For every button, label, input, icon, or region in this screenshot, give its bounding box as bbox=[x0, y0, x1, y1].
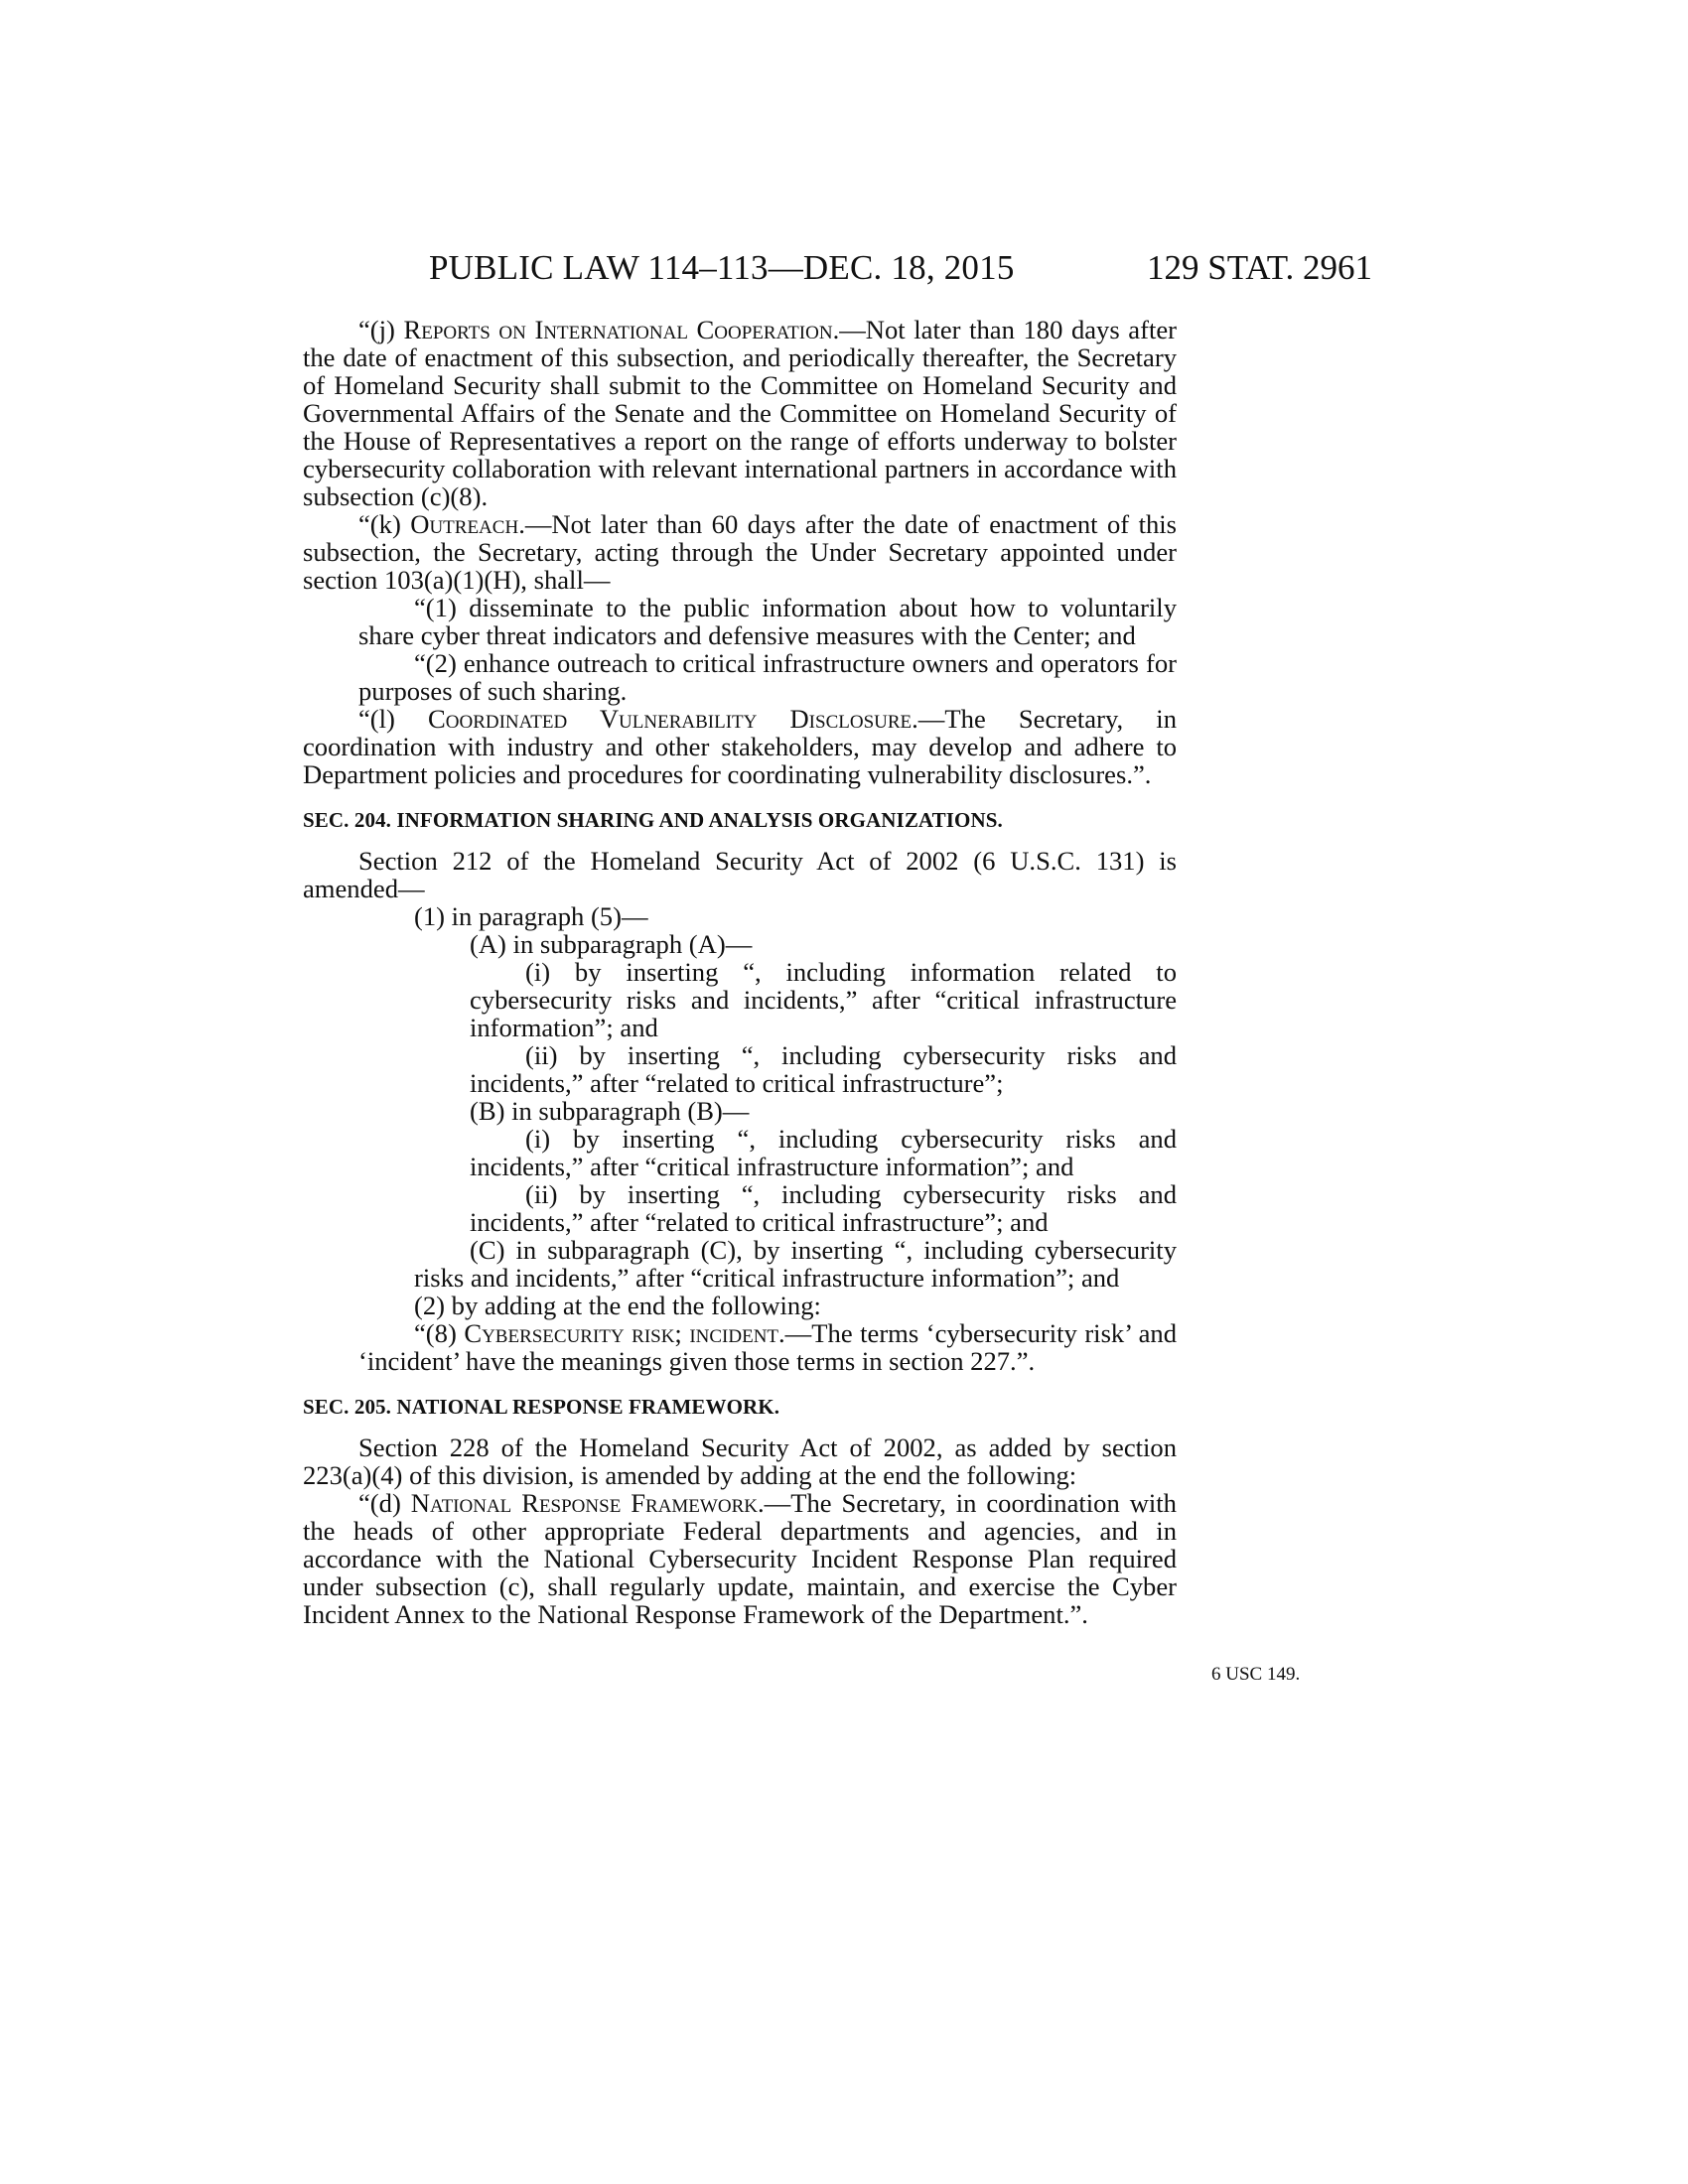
paragraph-k-1: “(1) disseminate to the public information about how to voluntarily share cyber threat indicators and defensive measures with the Center; and bbox=[358, 593, 1177, 650]
section-204-clause-A-i: (i) by inserting “, including information related to cybersecurity risks and incidents,” after “critical infrastructure information”; and bbox=[470, 957, 1177, 1042]
paragraph-j-heading: Reports on International Cooperation bbox=[403, 315, 833, 344]
section-204-para-2: (2) by adding at the end the following: bbox=[414, 1291, 821, 1320]
section-204-para-8-heading: Cybersecurity risk; incident bbox=[464, 1318, 779, 1348]
section-205-para-d-heading: National Response Framework bbox=[410, 1488, 758, 1518]
section-204-clause-B-i: (i) by inserting “, including cybersecurity risks and incidents,” after “critical infrastructure information”; and bbox=[470, 1124, 1177, 1181]
section-204-para-1: (1) in paragraph (5)— bbox=[414, 901, 648, 931]
section-204-subpara-A: (A) in subparagraph (A)— bbox=[470, 929, 753, 959]
paragraph-k-heading: Outreach bbox=[410, 509, 519, 539]
paragraph-k-2: “(2) enhance outreach to critical infrastructure owners and operators for purposes of such sharing. bbox=[358, 648, 1177, 706]
paragraph-j: “(j) Reports on International Cooperation.—Not later than 180 days after the date of enactment of this subsection, and periodically thereafter, the Secretary of Homeland Security shall submit to the Committee on Homeland Security and Governmental Affairs of the Senate and the Committee on Homeland Security of the House of Representatives a report on the range of efforts underway to bolster cybersecurity collaboration with relevant international partners in accordance with subsection (c)(8). bbox=[303, 315, 1177, 511]
section-204-clause-A-ii: (ii) by inserting “, including cybersecurity risks and incidents,” after “related to critical infrastructure”; bbox=[470, 1040, 1177, 1098]
section-205-heading: SEC. 205. NATIONAL RESPONSE FRAMEWORK. bbox=[303, 1395, 780, 1419]
section-205-para-d: “(d) National Response Framework.—The Secretary, in coordination with the heads of other appropriate Federal departments and agencies, and in accordance with the National Cybersecurity Incident Response Plan required under subsection (c), shall regularly update, maintain, and exercise the Cyber Incident Annex to the National Response Framework of the Department.”. bbox=[303, 1488, 1177, 1629]
section-205-intro: Section 228 of the Homeland Security Act of 2002, as added by section 223(a)(4) of this division, is amended by adding at the end the following: bbox=[303, 1433, 1177, 1490]
section-204-heading: SEC. 204. INFORMATION SHARING AND ANALYSIS ORGANIZATIONS. bbox=[303, 808, 1003, 832]
running-header-title: PUBLIC LAW 114–113—DEC. 18, 2015 bbox=[429, 248, 1015, 287]
body-text bbox=[303, 316, 1177, 1628]
paragraph-k: “(k) Outreach.—Not later than 60 days after the date of enactment of this subsection, the Secretary, acting through the Under Secretary appointed under section 103(a)(1)(H), shall— bbox=[303, 509, 1177, 595]
margin-citation-note: 6 USC 149. bbox=[1211, 1664, 1301, 1685]
statute-page-number: 129 STAT. 2961 bbox=[1147, 248, 1372, 287]
section-204-clause-B-ii: (ii) by inserting “, including cybersecurity risks and incidents,” after “related to critical infrastructure”; and bbox=[470, 1179, 1177, 1237]
paragraph-l-heading: Coordinated Vulnerability Disclosure bbox=[428, 704, 913, 734]
section-204-intro: Section 212 of the Homeland Security Act of 2002 (6 U.S.C. 131) is amended— bbox=[303, 846, 1177, 903]
section-204-para-8: “(8) Cybersecurity risk; incident.—The terms ‘cybersecurity risk’ and ‘incident’ have the meanings given those terms in section 227.”. bbox=[358, 1318, 1177, 1376]
section-204-subpara-C: (C) in subparagraph (C), by inserting “, including cybersecurity risks and incidents,” after “critical infrastructure information”; and bbox=[414, 1235, 1177, 1293]
section-204-subpara-B: (B) in subparagraph (B)— bbox=[470, 1096, 750, 1126]
paragraph-l: “(l) Coordinated Vulnerability Disclosure.—The Secretary, in coordination with industry and other stakeholders, may develop and adhere to Department policies and procedures for coordinating vulnerability disclosures.”. bbox=[303, 704, 1177, 789]
